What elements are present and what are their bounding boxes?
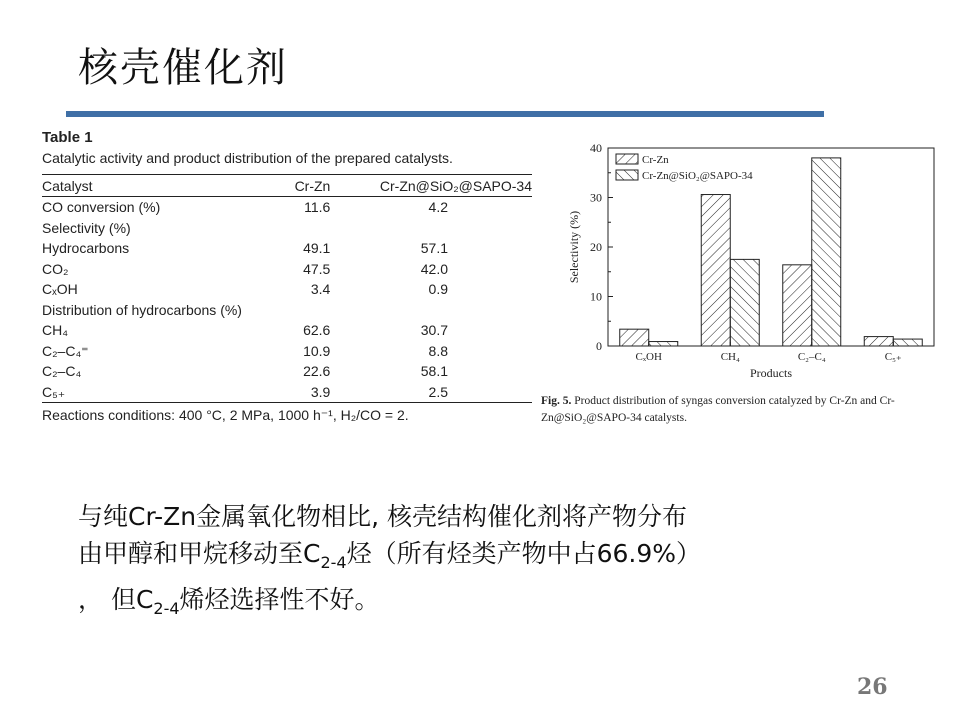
page-number: 26 <box>857 674 888 700</box>
cell-crzn: 49.1 <box>303 240 331 256</box>
row-label: CH₄ <box>42 322 68 338</box>
cell-core-shell: 42.0 <box>420 260 448 277</box>
bar-crzn <box>864 337 893 346</box>
bar-crzn <box>701 195 730 346</box>
table-row <box>42 238 532 259</box>
y-tick-label: 20 <box>590 240 602 254</box>
table-row <box>42 218 532 239</box>
column-header-catalyst: Catalyst <box>42 175 283 197</box>
cell-core-shell: 4.2 <box>428 199 448 215</box>
bar-core-shell <box>812 158 841 346</box>
y-tick-label: 40 <box>590 141 602 155</box>
row-label: Hydrocarbons <box>42 240 130 256</box>
bar-crzn <box>620 329 649 346</box>
row-label: Selectivity (%) <box>42 219 131 236</box>
cell-core-shell: 0.9 <box>428 281 448 297</box>
table-heading: Table 1 <box>42 129 93 146</box>
title-divider <box>66 111 824 117</box>
x-tick-label: CH₄ <box>720 351 740 363</box>
row-label: CₓOH <box>42 281 78 297</box>
table-footnote: Reactions conditions: 400 °C, 2 MPa, 1000 h⁻¹, H₂/CO = 2. <box>42 407 409 423</box>
bar-crzn <box>783 265 812 346</box>
table-row <box>42 279 532 300</box>
row-label: C₂–C₄⁼ <box>42 342 89 359</box>
cell-crzn: 3.9 <box>310 383 331 400</box>
summary-line-2-end: 烃（所有烃类产物中占66.9%） <box>346 539 702 568</box>
chart-svg <box>552 138 942 388</box>
slide-title: 核壳催化剂 <box>78 45 288 91</box>
summary-line-2-subscript: 2-4 <box>320 553 347 572</box>
x-tick-label: C₅₊ <box>884 351 902 363</box>
cell-crzn: 11.6 <box>304 199 331 215</box>
y-tick-label: 0 <box>596 339 602 353</box>
cell-crzn <box>283 300 348 321</box>
cell-crzn: 10.9 <box>303 342 331 359</box>
column-header-core-shell: Cr-Zn@SiO₂@SAPO-34 <box>348 175 532 197</box>
selectivity-bar-chart <box>552 138 942 388</box>
cell-crzn: 47.5 <box>303 260 331 277</box>
table-row <box>42 361 532 382</box>
catalyst-table <box>42 174 532 403</box>
cell-crzn <box>283 218 348 239</box>
cell-core-shell <box>348 218 532 239</box>
data-table-block <box>42 128 532 425</box>
figure-caption-label: Fig. 5. <box>541 395 572 407</box>
x-axis-label: Products <box>750 366 792 380</box>
legend-swatch <box>616 154 638 164</box>
summary-line-3-end: 烯烃选择性不好。 <box>179 585 380 614</box>
legend-label: Cr-Zn <box>642 154 669 166</box>
column-header-crzn: Cr-Zn <box>283 175 348 197</box>
table-row <box>42 341 532 362</box>
row-label: C₂–C₄ <box>42 363 82 379</box>
cell-crzn: 3.4 <box>310 281 331 297</box>
summary-line-2 <box>78 535 848 581</box>
row-label: CO₂ <box>42 260 69 277</box>
row-label: C₅₊ <box>42 383 66 400</box>
table-row <box>42 320 532 341</box>
legend-label: Cr-Zn@SiO₂@SAPO-34 <box>642 170 753 182</box>
bar-core-shell <box>730 259 759 346</box>
y-tick-label: 30 <box>590 190 602 205</box>
summary-paragraph <box>78 498 848 627</box>
figure-caption <box>541 393 931 427</box>
cell-crzn: 22.6 <box>303 363 331 379</box>
legend-swatch <box>616 170 638 180</box>
cell-core-shell: 30.7 <box>420 322 448 338</box>
row-label: Distribution of hydrocarbons (%) <box>42 301 242 318</box>
cell-core-shell: 58.1 <box>420 363 448 379</box>
table-row <box>42 259 532 280</box>
table-row <box>42 197 532 218</box>
table-row <box>42 382 532 403</box>
cell-core-shell <box>348 300 532 321</box>
summary-line-3 <box>78 581 848 627</box>
cell-crzn: 62.6 <box>303 322 331 338</box>
figure-caption-text: Product distribution of syngas conversion catalyzed by Cr-Zn and Cr-Zn@SiO₂@SAPO-34 catalysts. <box>541 395 895 424</box>
row-label: CO conversion (%) <box>42 199 161 215</box>
cell-core-shell: 57.1 <box>420 240 448 256</box>
summary-line-3-start: ， 但C <box>78 585 154 614</box>
bar-core-shell <box>649 342 678 346</box>
summary-line-1: 与纯Cr-Zn金属氧化物相比, 核壳结构催化剂将产物分布 <box>78 502 688 531</box>
cell-core-shell: 2.5 <box>428 383 448 400</box>
table-header-row <box>42 175 532 197</box>
x-tick-label: CₓOH <box>635 351 662 363</box>
summary-line-3-subscript: 2-4 <box>153 599 180 618</box>
summary-line-2-start: 由甲醇和甲烷移动至C <box>78 539 321 568</box>
bar-core-shell <box>893 339 922 346</box>
cell-core-shell: 8.8 <box>428 342 448 359</box>
y-tick-label: 10 <box>590 289 602 304</box>
table-caption: Catalytic activity and product distribution of the prepared catalysts. <box>42 150 453 166</box>
table-row <box>42 300 532 321</box>
x-tick-label: C₂–C₄ <box>797 351 826 363</box>
y-axis-label: Selectivity (%) <box>567 210 581 284</box>
